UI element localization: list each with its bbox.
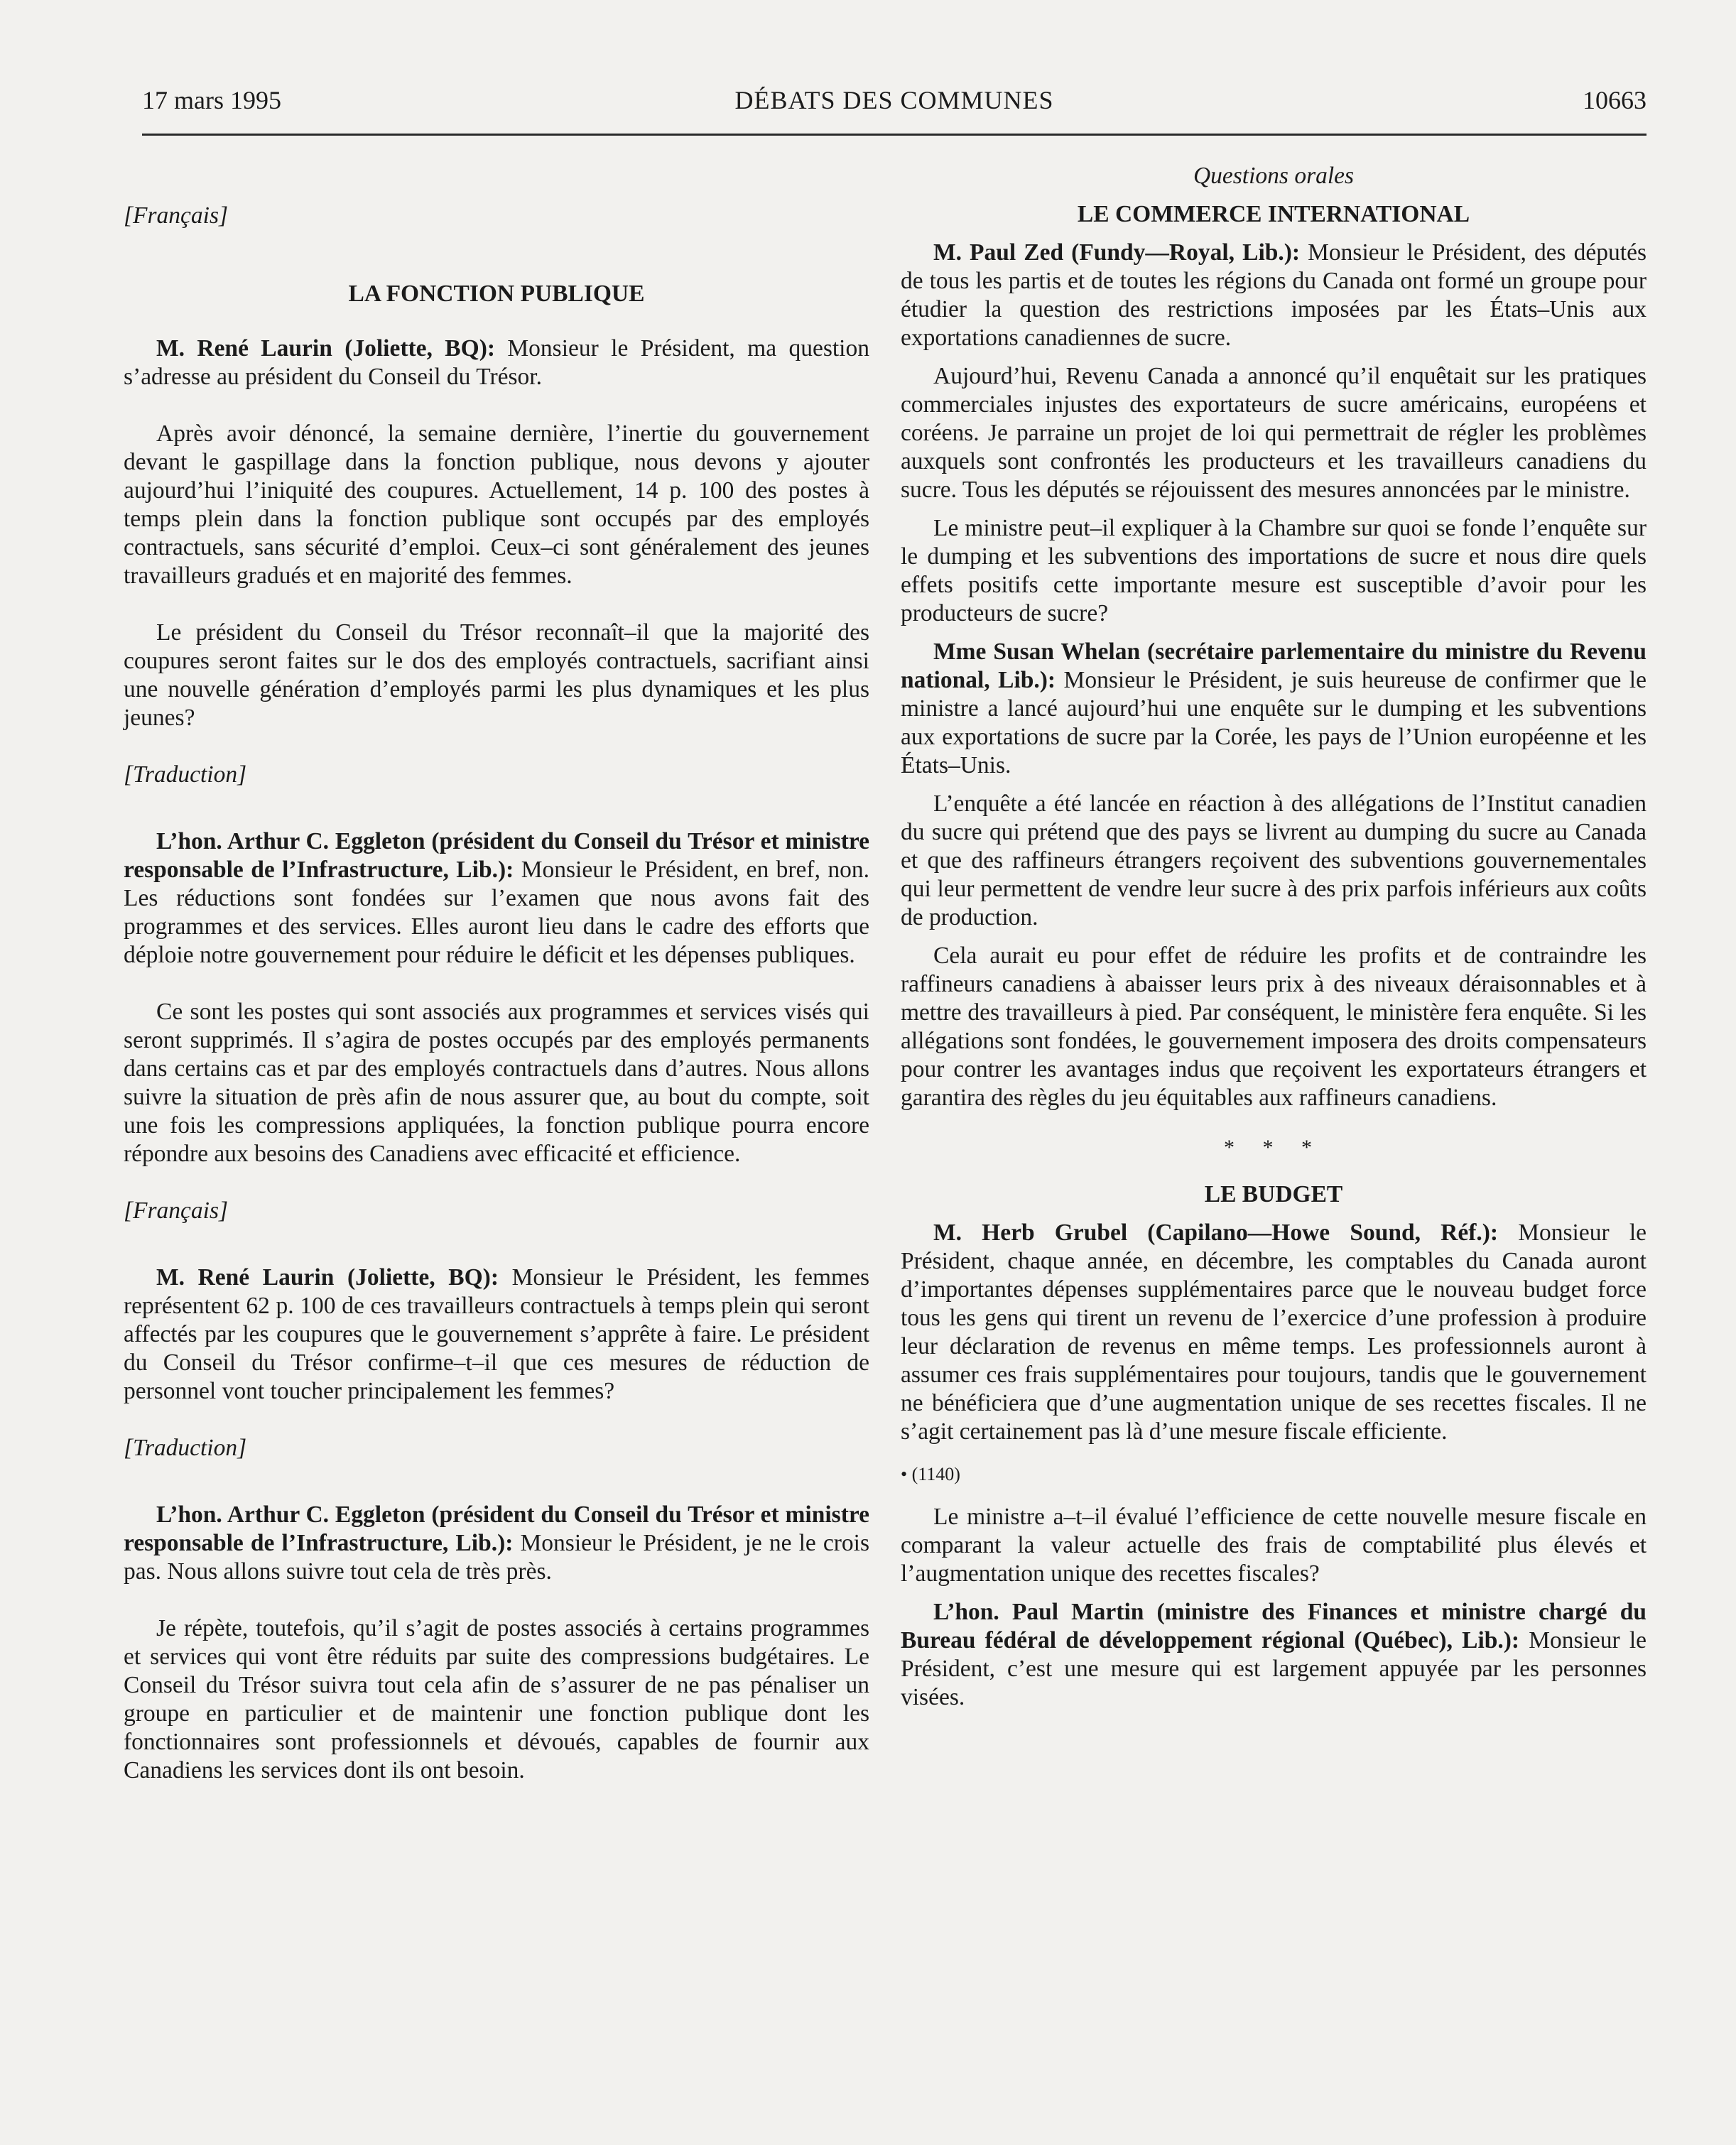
section-heading: LA FONCTION PUBLIQUE [348,281,645,307]
paragraph-text: Monsieur le Président, chaque année, en décembre, les comptables du Canada auront d’importantes dépenses supplémentaires parce que le nouveau budget force tous les gens qui tirent un revenu de l’exercice d’une profession à produire leur déclaration de revenus en même temps. Les professionnels auront à assumer ces frais supplémentaires pour toujours, tandis que le gouvernement ne bénéficiera que d’une augmentation unique de ses recettes fiscales. Il ne s’agit certainement pas là d’une mesure fiscale efficiente. [901,1220,1647,1445]
paragraph: Après avoir dénoncé, la semaine dernière, l’inertie du gouvernement devant le gaspillage dans la fonction publique, nous devons y ajouter aujourd’hui l’iniquité des coupures. Actuellement, 14 p. 100 des postes à temps plein dans la fonction publique sont occupés par des employés contractuels, sans sécurité d’emploi. Ceux–ci sont généralement des jeunes travailleurs gradués et en majorité des femmes. [124,420,869,589]
paragraph [901,1219,1647,1446]
section-separator: * * * [1224,1136,1323,1159]
paragraph [124,1264,869,1406]
language-marker: [Français] [124,1198,229,1224]
header-title: DÉBATS DES COMMUNES [734,86,1054,114]
speaker: M. René Laurin (Joliette, BQ): [156,1264,499,1291]
paragraph: Le ministre a–t–il évalué l’efficience de cette nouvelle mesure fiscale en comparant la valeur actuelle des frais de comptabilité plus élevés et l’augmentation unique des recettes fiscales? [901,1504,1647,1587]
paragraph: Le président du Conseil du Trésor reconnaît–il que la majorité des coupures seront faites sur le dos des employés contractuels, sacrifiant ainsi une nouvelle génération d’employés parmi les plus dynamiques et les plus jeunes? [124,619,869,731]
language-marker: [Traduction] [124,761,247,788]
paragraph [901,1598,1647,1712]
timestamp: • (1140) [901,1464,960,1484]
section-label: Questions orales [1193,163,1355,189]
paragraph-text: Monsieur le Président, je suis heureuse de confirmer que le ministre a lancé aujourd’hui une enquête sur le dumping et les subventions aux exportations de sucre par la Corée, les pays de l’Union européenne et les États–Unis. [901,667,1647,778]
left-column [124,162,869,1785]
paragraph: L’enquête a été lancée en réaction à des allégations de l’Institut canadien du sucre qui prétend que des pays se livrent au dumping du sucre au Canada et que des raffineurs étrangers reçoivent des subventions gouvernementales qui leur permettent de vendre leur sucre à des prix parfois inférieurs aux coûts de production. [901,791,1647,930]
language-marker: [Français] [124,202,229,229]
paragraph-text: Monsieur le Président, en bref, non. Les réductions sont fondées sur l’examen que nous avons fait des programmes et des services. Elles auront lieu dans le cadre des efforts que déploie notre gouvernement pour réduire le déficit et les dépenses publiques. [124,857,869,968]
paragraph [124,335,869,391]
speaker: L’hon. Paul Martin (ministre des Finances et ministre chargé du Bureau fédéral de développement régional (Québec), Lib.): [901,1599,1647,1653]
right-column [901,162,1647,1712]
paragraph: Ce sont les postes qui sont associés aux programmes et services visés qui seront supprimés. Il s’agira de postes occupés par des employés permanents dans certains cas et par des employés contractuels dans d’autres. Nous allons suivre la situation de près afin de nous assurer que, au bout du compte, soit une fois les compressions appliquées, la fonction publique pourra encore répondre aux besoins des Canadiens avec efficacité et efficience. [124,999,869,1167]
paragraph-text: Monsieur le Président, je ne le crois pas. Nous allons suivre tout cela de très près. [124,1530,869,1585]
language-marker: [Traduction] [124,1435,247,1461]
speaker: M. Paul Zed (Fundy—Royal, Lib.): [933,239,1301,266]
paragraph: Aujourd’hui, Revenu Canada a annoncé qu’il enquêtait sur les pratiques commerciales injustes des exportateurs de sucre américains, européens et coréens. Je parraine un projet de loi qui permettrait de régler les problèmes auxquels sont confrontés les producteurs et les travailleurs canadiens du sucre. Tous les députés se réjouissent des mesures annoncées par le ministre. [901,363,1647,503]
speaker: M. René Laurin (Joliette, BQ): [156,335,496,362]
paragraph-text: Monsieur le Président, les femmes représentent 62 p. 100 de ces travailleurs contractuels à temps plein qui seront affectés par les coupures que le gouvernement s’apprête à faire. Le président du Conseil du Trésor confirme–t–il que ces mesures de réduction de personnel vont toucher principalement les femmes? [124,1264,869,1404]
paragraph-text: Monsieur le Président, ma question s’adresse au président du Conseil du Trésor. [124,335,869,390]
paragraph: Le ministre peut–il expliquer à la Chambre sur quoi se fonde l’enquête sur le dumping et les subventions des importations de sucre et nous dire quels effets positifs cette importante mesure est susceptible d’avoir pour les producteurs de sucre? [901,515,1647,626]
header-date: 17 mars 1995 [142,86,281,114]
page-header [142,84,1647,136]
paragraph [901,239,1647,352]
section-heading: LE COMMERCE INTERNATIONAL [1077,201,1470,227]
header-page-number: 10663 [1583,86,1647,114]
paragraph [901,638,1647,780]
speaker: Mme Susan Whelan (secrétaire parlementaire du ministre du Revenu national, Lib.): [901,639,1647,693]
speaker: M. Herb Grubel (Capilano—Howe Sound, Réf.): [933,1220,1499,1246]
paragraph [124,1501,869,1586]
paragraph-text: Monsieur le Président, c’est une mesure qui est largement appuyée par les personnes visées. [901,1627,1647,1710]
speaker: L’hon. Arthur C. Eggleton (président du Conseil du Trésor et ministre responsable de l’Infrastructure, Lib.): [124,1502,869,1556]
section-heading: LE BUDGET [1204,1181,1343,1207]
paragraph: Cela aurait eu pour effet de réduire les profits et de contraindre les raffineurs canadiens à abaisser leurs prix à des niveaux déraisonnables et à mettre des travailleurs à pied. Par conséquent, le ministère fera enquête. Si les allégations sont fondées, le gouvernement imposera des droits compensateurs pour contrer les avantages indus que reçoivent les exportateurs étrangers et garantira des règles du jeu équitables aux raffineurs canadiens. [901,943,1647,1111]
paragraph: Je répète, toutefois, qu’il s’agit de postes associés à certains programmes et services qui vont être réduits par suite des compressions budgétaires. Le Conseil du Trésor suivra tout cela afin de s’assurer de ne pas pénaliser un groupe en particulier et de maintenir une fonction publique dont les fonctionnaires sont professionnels et dévoués, capables de fournir aux Canadiens les services dont ils ont besoin. [124,1615,869,1783]
speaker: L’hon. Arthur C. Eggleton (président du Conseil du Trésor et ministre responsable de l’Infrastructure, Lib.): [124,828,869,883]
paragraph-text: Monsieur le Président, des députés de tous les partis et de toutes les régions du Canada ont formé un groupe pour étudier la question des restrictions imposées par les États–Unis aux exportations canadiennes de sucre. [901,239,1647,351]
paragraph [124,827,869,970]
